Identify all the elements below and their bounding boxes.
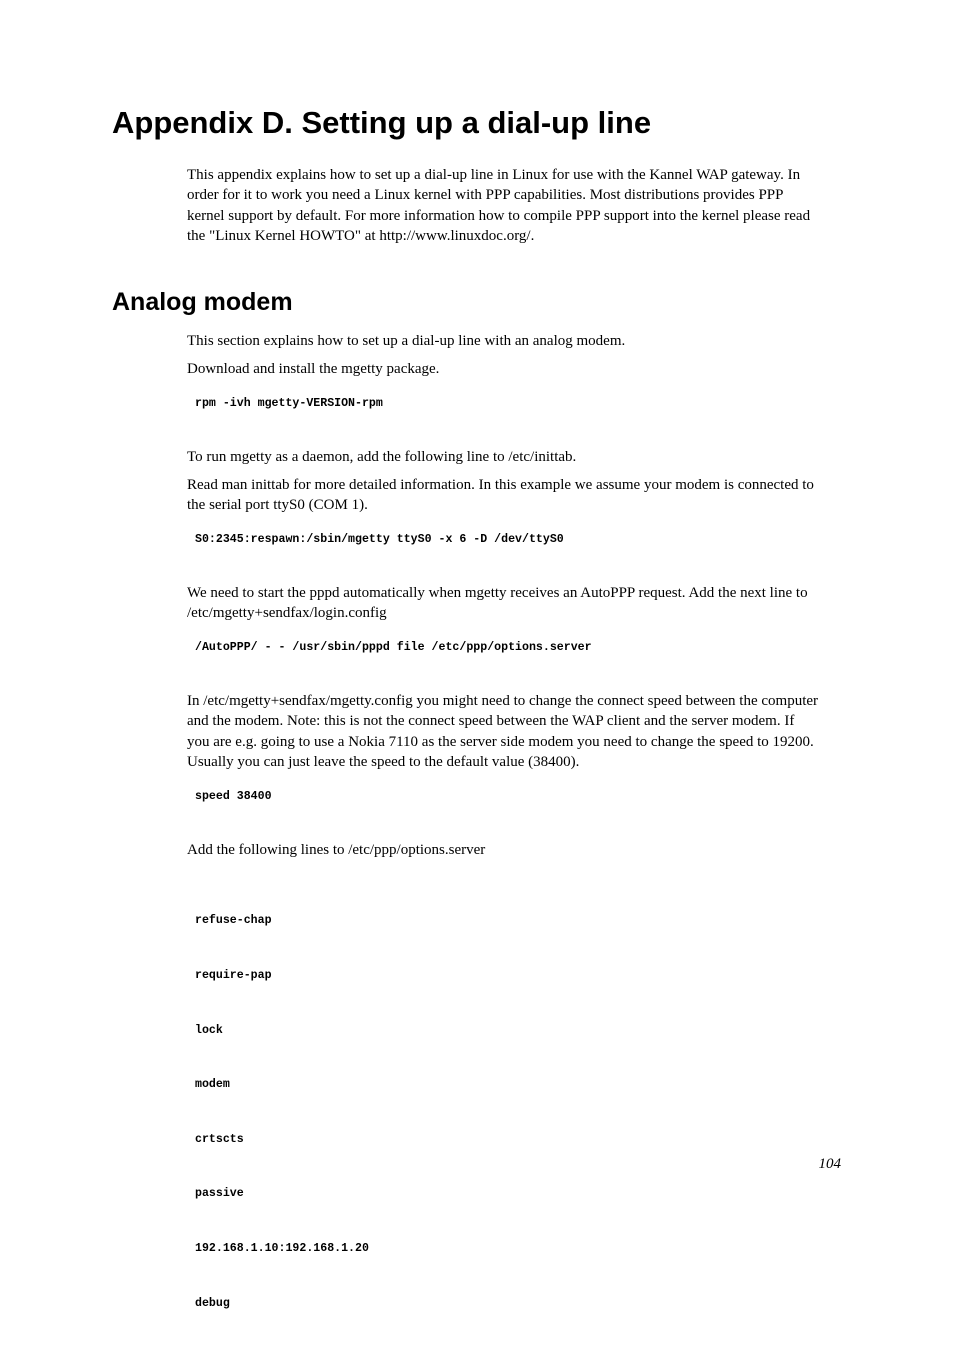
paragraph-options xyxy=(187,840,847,860)
paragraph-line: you are e.g. going to use a Nokia 7110 as the server side modem you need to change the speed to 19200. xyxy=(187,733,814,750)
paragraph-line: Add the following lines to /etc/ppp/options.server xyxy=(187,842,486,858)
paragraph-line: We need to start the pppd automatically when mgetty receives an AutoPPP request. Add the next line to xyxy=(187,585,808,601)
code-line: modem xyxy=(195,1078,230,1092)
paragraph-daemon xyxy=(187,447,847,467)
paragraph-line: To run mgetty as a daemon, add the following line to /etc/inittab. xyxy=(187,449,577,465)
code-speed: speed 38400 xyxy=(195,790,272,803)
code-rpm-install: rpm -ivh mgetty-VERSION-rpm xyxy=(195,397,383,410)
code-line: passive xyxy=(195,1187,244,1201)
code-inittab-line: S0:2345:respawn:/sbin/mgetty ttyS0 -x 6 -D /dev/ttyS0 xyxy=(195,533,564,546)
paragraph-line: In /etc/mgetty+sendfax/mgetty.config you might need to change the connect speed between the computer xyxy=(187,693,819,709)
paragraph-line: /etc/mgetty+sendfax/login.config xyxy=(187,605,387,622)
paragraph-analog-intro xyxy=(187,331,847,351)
paragraph-line: Usually you can just leave the speed to the default value (38400). xyxy=(187,754,580,771)
intro-line: order for it to work you need a Linux kernel with PPP capabilities. Most distributions provides PPP xyxy=(187,187,784,204)
paragraph-inittab xyxy=(187,475,847,516)
code-line: crtscts xyxy=(195,1132,244,1146)
paragraph-line: Download and install the mgetty package. xyxy=(187,361,440,377)
paragraph-download xyxy=(187,359,847,379)
paragraph-line: This section explains how to set up a dial-up line with an analog modem. xyxy=(187,333,626,349)
paragraph-speed xyxy=(187,691,847,773)
paragraph-line: Read man inittab for more detailed information. In this example we assume your modem is connected to xyxy=(187,477,814,493)
code-autoppp-line: /AutoPPP/ - - /usr/sbin/pppd file /etc/ppp/options.server xyxy=(195,641,592,654)
code-line: lock xyxy=(195,1023,223,1037)
code-line: 192.168.1.10:192.168.1.20 xyxy=(195,1242,369,1256)
intro-line: This appendix explains how to set up a dial-up line in Linux for use with the Kannel WAP gateway. In xyxy=(187,167,801,183)
page-number: 104 xyxy=(818,1156,841,1172)
intro-line: kernel support by default. For more information how to compile PPP support into the kernel please read xyxy=(187,207,811,224)
code-line: require-pap xyxy=(195,969,272,983)
paragraph-pppd xyxy=(187,583,847,624)
code-options-server xyxy=(195,876,369,1349)
code-line: debug xyxy=(195,1296,230,1310)
intro-paragraph xyxy=(187,165,847,247)
code-line: refuse-chap xyxy=(195,914,272,928)
page-title: Appendix D. Setting up a dial-up line xyxy=(112,105,652,140)
paragraph-line: and the modem. Note: this is not the connect speed between the WAP client and the server modem. If xyxy=(187,713,795,730)
section-title: Analog modem xyxy=(112,288,293,316)
intro-line: the "Linux Kernel HOWTO" at http://www.linuxdoc.org/. xyxy=(187,228,535,245)
paragraph-line: the serial port ttyS0 (COM 1). xyxy=(187,497,368,514)
